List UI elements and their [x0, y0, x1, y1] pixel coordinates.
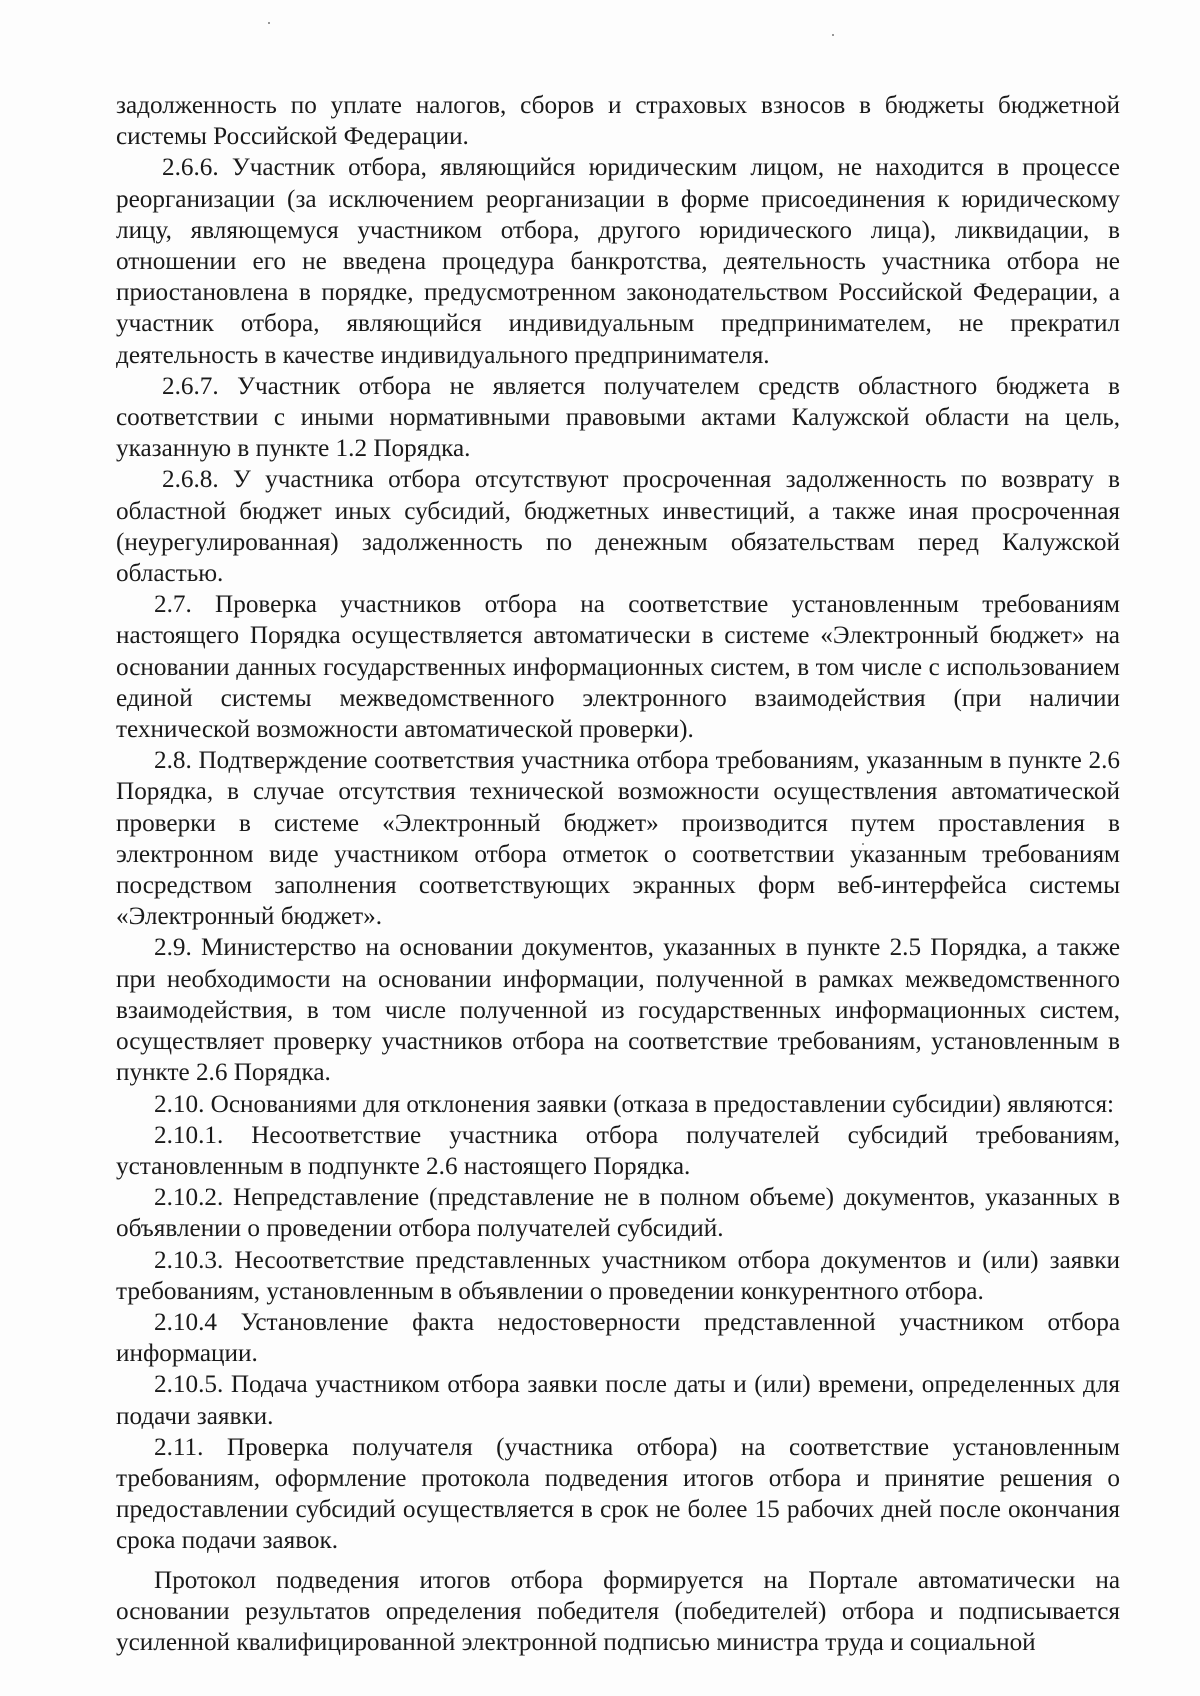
- paragraph-2-6-7: 2.6.7. Участник отбора не является получателем средств областного бюджета в соответствии с иными нормативными правовыми актами Калужской области на цель, указанную в пункте 1.2 Порядка.: [116, 372, 1120, 463]
- paragraph-2-8: 2.8. Подтверждение соответствия участника отбора требованиям, указанным в пункте 2.6 Порядка, в случае отсутствия технической возможности осуществления автоматической проверки в системе «Электронный бюджет» производится путем проставления в электронном виде участником отбора отметок о соответствии указанным требованиям посредством заполнения соответствующих экранных форм веб-интерфейса системы «Электронный бюджет».: [116, 747, 1120, 931]
- scan-speck: [832, 34, 834, 36]
- document-body: [116, 90, 1120, 1658]
- paragraph-2-10-5: 2.10.5. Подача участником отбора заявки после даты и (или) времени, определенных для подачи заявки.: [116, 1371, 1120, 1430]
- paragraph-2-6-6: 2.6.6. Участник отбора, являющийся юридическим лицом, не находится в процессе реорганизации (за исключением реорганизации в форме присоединения к юридическому лицу, являющемуся участником отбора, другого юридического лица), ликвидации, в отношении его не введена процедура банкротства, деятельность участника отбора не приостановлена в порядке, предусмотренном законодательством Российской Федерации, а участник отбора, являющийся индивидуальным предпринимателем, не прекратил деятельность в качестве индивидуального предпринимателя.: [116, 154, 1120, 369]
- paragraph-2-9: 2.9. Министерство на основании документов, указанных в пункте 2.5 Порядка, а также при необходимости на основании информации, полученной в рамках межведомственного взаимодействия, в том числе полученной из государственных информационных систем, осуществляет проверку участников отбора на соответствие требованиям, установленным в пункте 2.6 Порядка.: [116, 934, 1120, 1087]
- paragraph-2-6-8: 2.6.8. У участника отбора отсутствуют просроченная задолженность по возврату в областной бюджет иных субсидий, бюджетных инвестиций, а также иная просроченная (неурегулированная) задолженность по денежным обязательствам перед Калужской областью.: [116, 466, 1120, 588]
- paragraph-2-10: 2.10. Основаниями для отклонения заявки (отказа в предоставлении субсидии) являются:: [154, 1090, 1115, 1118]
- paragraph-continuation: задолженность по уплате налогов, сборов и страховых взносов в бюджеты бюджетной системы Российской Федерации.: [116, 92, 1120, 151]
- scan-speck: [268, 22, 270, 24]
- paragraph-2-11: 2.11. Проверка получателя (участника отбора) на соответствие установленным требованиям, оформление протокола подведения итогов отбора и принятие решения о предоставлении субсидий осуществляется в срок не более 15 рабочих дней после окончания срока подачи заявок.: [116, 1433, 1120, 1555]
- paragraph-2-10-3: 2.10.3. Несоответствие представленных участником отбора документов и (или) заявки требованиям, установленным в объявлении о проведении конкурентного отбора.: [116, 1246, 1120, 1305]
- paragraph-2-10-1: 2.10.1. Несоответствие участника отбора получателей субсидий требованиям, установленным в подпункте 2.6 настоящего Порядка.: [116, 1121, 1120, 1180]
- paragraph-protocol: Протокол подведения итогов отбора формируется на Портале автоматически на основании результатов определения победителя (победителей) отбора и подписывается усиленной квалифицированной электронной подписью министра труда и социальной: [116, 1566, 1120, 1656]
- paragraph-2-10-2: 2.10.2. Непредставление (представление не в полном объеме) документов, указанных в объявлении о проведении отбора получателей субсидий.: [116, 1184, 1120, 1243]
- paragraph-2-10-4: 2.10.4 Установление факта недостоверности представленной участником отбора информации.: [116, 1308, 1120, 1368]
- paragraph-2-7: 2.7. Проверка участников отбора на соответствие установленным требованиям настоящего Порядка осуществляется автоматически в системе «Электронный бюджет» на основании данных государственных информационных систем, в том числе с использованием единой системы межведомственного электронного взаимодействия (при наличии технической возможности автоматической проверки).: [116, 591, 1120, 744]
